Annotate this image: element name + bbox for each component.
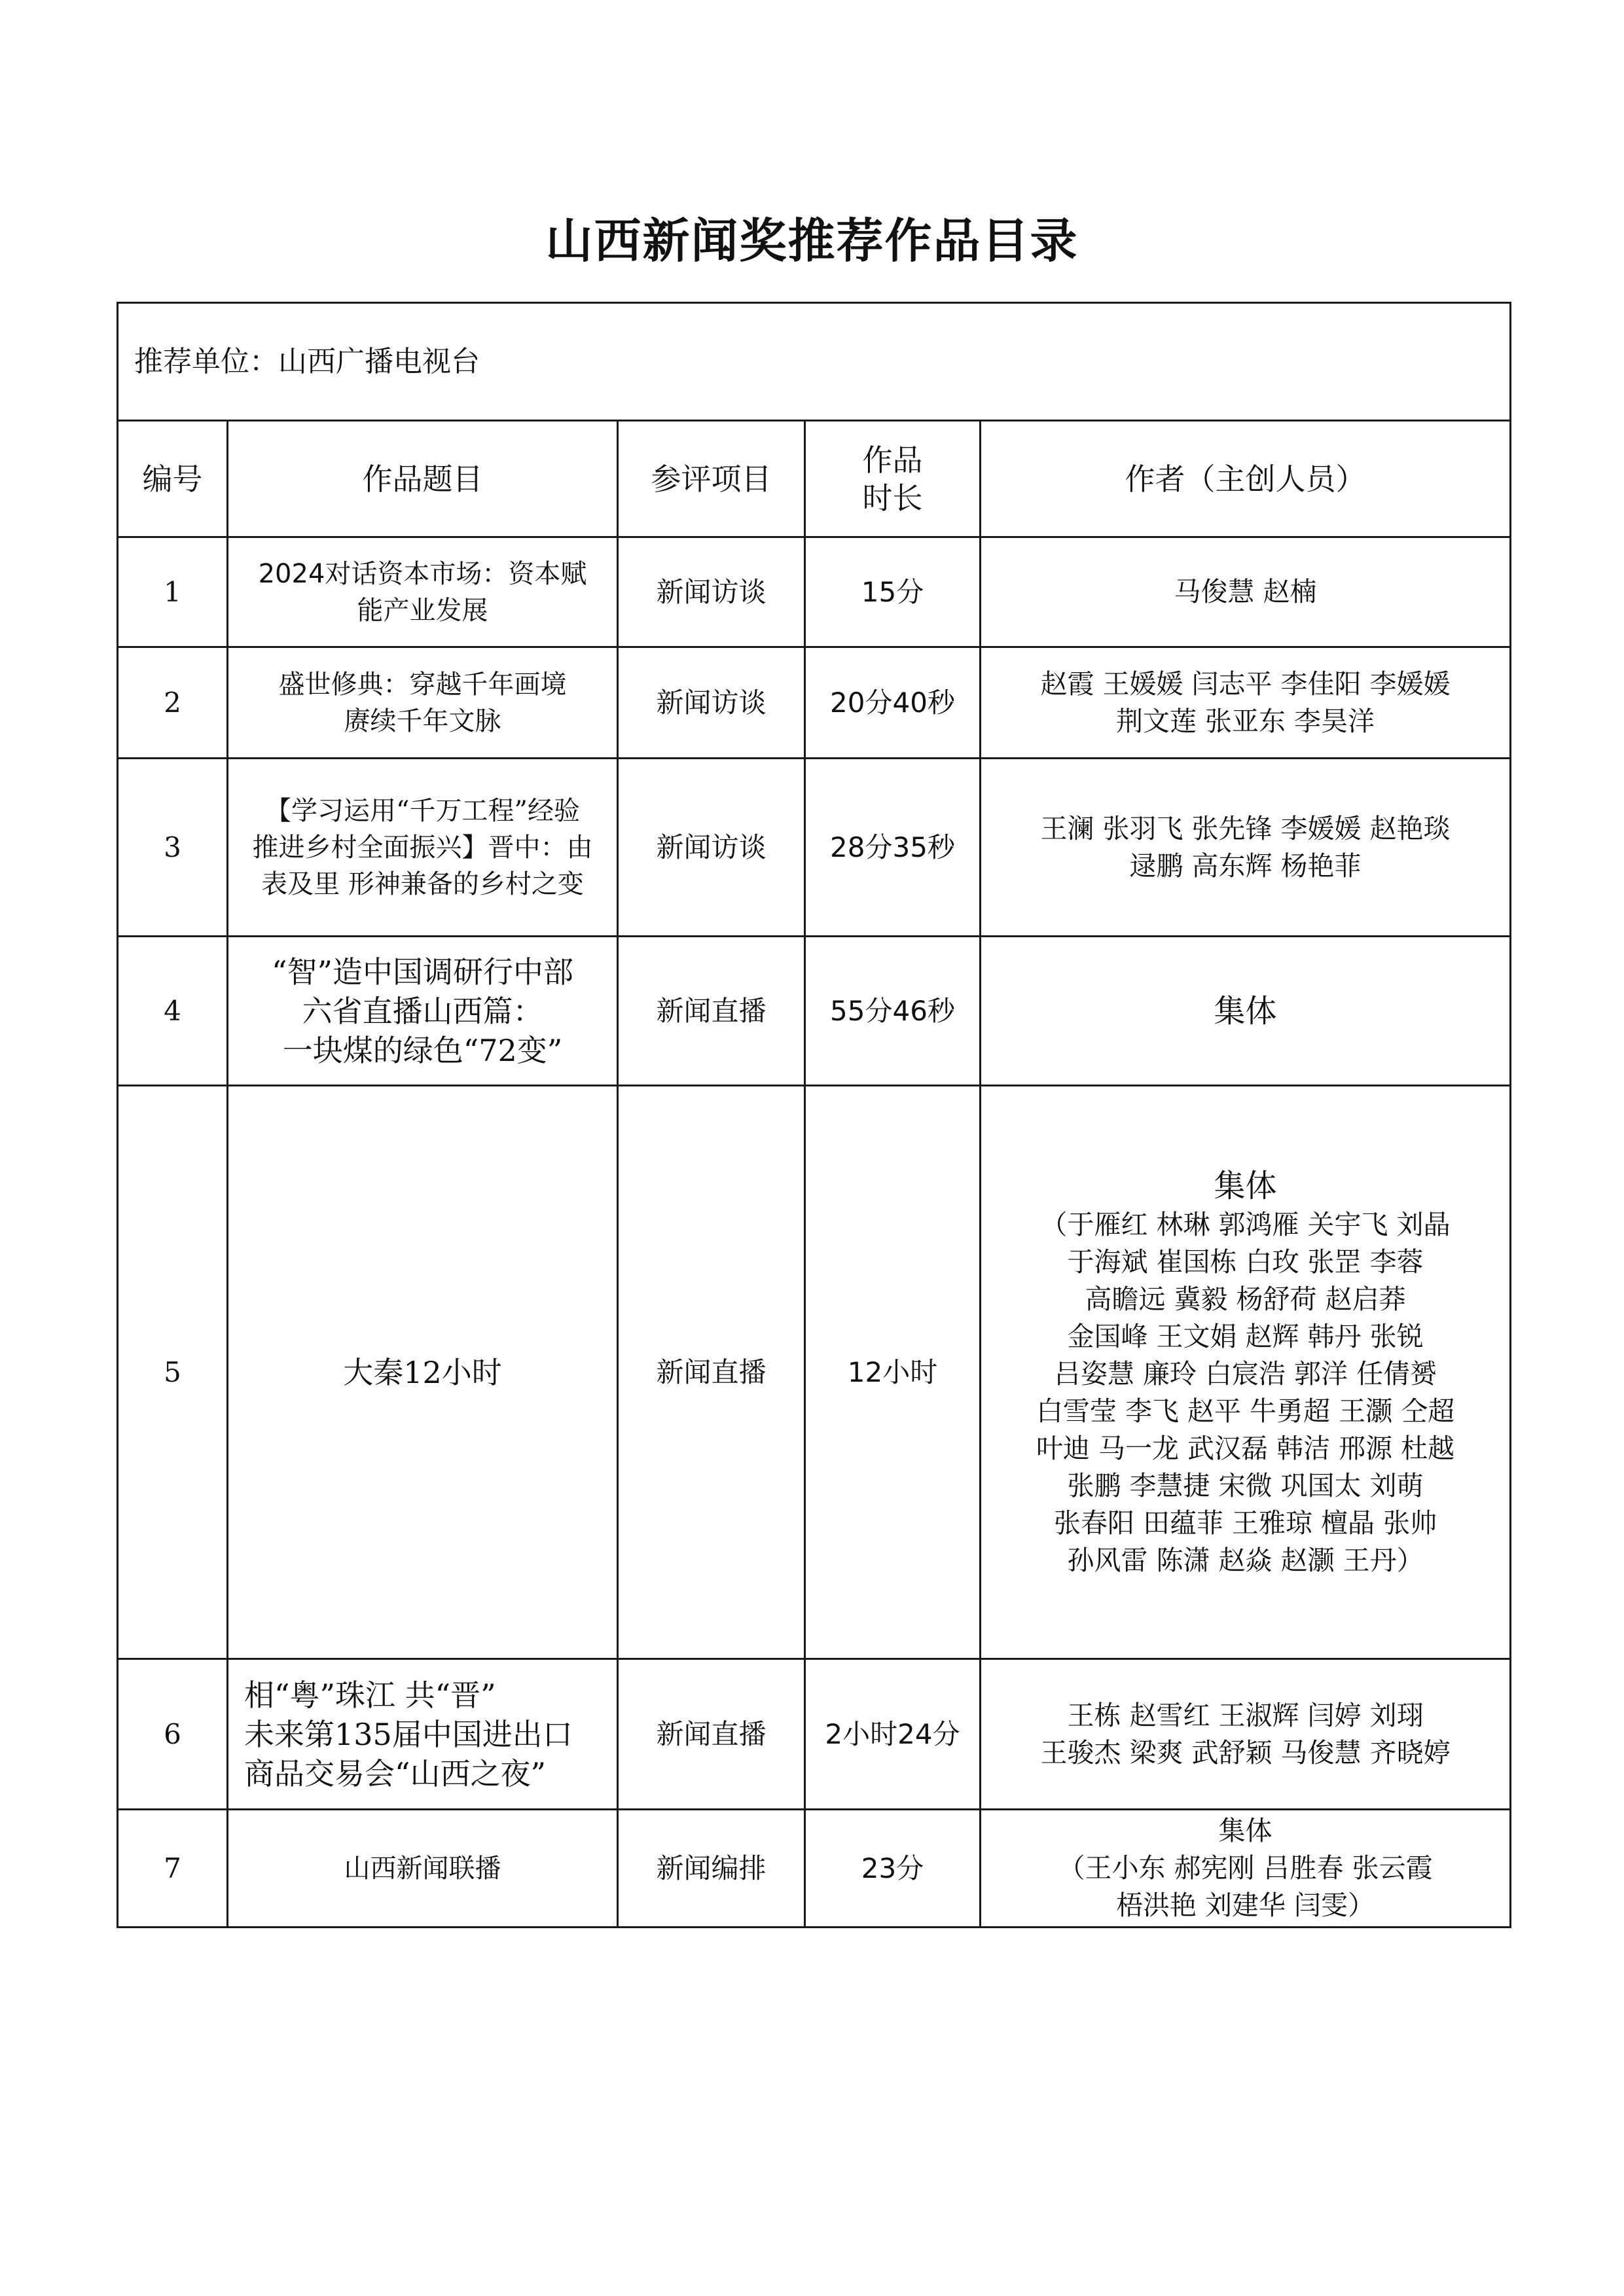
header-category: 参评项目 bbox=[618, 421, 805, 537]
row-duration: 23分 bbox=[805, 1810, 981, 1928]
title-line: 六省直播山西篇： bbox=[302, 993, 543, 1029]
row-category: 新闻访谈 bbox=[618, 647, 805, 759]
author-line: 王骏杰 梁爽 武舒颖 马俊慧 齐晓婷 bbox=[1040, 1736, 1451, 1768]
row-duration: 15分 bbox=[805, 537, 981, 647]
author-line: 梧洪艳 刘建华 闫雯） bbox=[1115, 1890, 1375, 1921]
author-line: 王栋 赵雪红 王淑辉 闫婷 刘珝 bbox=[1067, 1699, 1424, 1731]
collective-label: 集体 bbox=[1214, 1167, 1277, 1204]
row-authors bbox=[981, 759, 1511, 937]
row-no: 4 bbox=[118, 937, 228, 1086]
author-line: 张春阳 田蕴菲 王雅琼 檀晶 张帅 bbox=[1053, 1507, 1437, 1539]
author-line: 王澜 张羽飞 张先锋 李媛媛 赵艳琰 bbox=[1040, 812, 1451, 844]
table-row bbox=[118, 937, 1511, 1086]
page-title: 山西新闻奖推荐作品目录 bbox=[545, 213, 1079, 268]
row-duration: 55分46秒 bbox=[805, 937, 981, 1086]
author-line: 孙风雷 陈潇 赵焱 赵灏 王丹） bbox=[1067, 1544, 1424, 1576]
table-row bbox=[118, 1086, 1511, 1659]
row-authors bbox=[981, 1810, 1511, 1928]
header-authors: 作者（主创人员） bbox=[981, 421, 1511, 537]
title-line: 表及里 形神兼备的乡村之变 bbox=[261, 869, 584, 899]
row-title bbox=[228, 537, 618, 647]
row-authors bbox=[981, 1086, 1511, 1659]
row-authors bbox=[981, 937, 1511, 1086]
row-duration: 12小时 bbox=[805, 1086, 981, 1659]
title-line: 推进乡村全面振兴】晋中：由 bbox=[252, 832, 593, 863]
row-title bbox=[228, 1810, 618, 1928]
header-duration bbox=[805, 421, 981, 537]
title-line: 一块煤的绿色“72变” bbox=[282, 1032, 563, 1068]
row-no: 3 bbox=[118, 759, 228, 937]
row-title bbox=[228, 1086, 618, 1659]
title-line: 赓续千年文脉 bbox=[344, 706, 501, 736]
row-no: 1 bbox=[118, 537, 228, 647]
header-title: 作品题目 bbox=[228, 421, 618, 537]
row-title bbox=[228, 647, 618, 759]
row-authors bbox=[981, 537, 1511, 647]
title-line: 商品交易会“山西之夜” bbox=[244, 1755, 547, 1791]
author-line: 金国峰 王文娟 赵辉 韩丹 张锐 bbox=[1067, 1320, 1424, 1352]
header-row bbox=[118, 421, 1511, 537]
author-line: 叶迪 马一龙 武汉磊 韩洁 邢源 杜越 bbox=[1036, 1432, 1455, 1464]
row-title bbox=[228, 937, 618, 1086]
row-duration: 20分40秒 bbox=[805, 647, 981, 759]
author-line: 白雪莹 李飞 赵平 牛勇超 王灏 仝超 bbox=[1036, 1395, 1455, 1427]
author-line: 赵霞 王媛媛 闫志平 李佳阳 李媛媛 bbox=[1040, 668, 1451, 700]
row-authors bbox=[981, 1659, 1511, 1810]
table-row bbox=[118, 1810, 1511, 1928]
row-category: 新闻编排 bbox=[618, 1810, 805, 1928]
title-line: 未来第135届中国进出口 bbox=[244, 1716, 573, 1752]
row-category: 新闻访谈 bbox=[618, 759, 805, 937]
row-duration: 28分35秒 bbox=[805, 759, 981, 937]
row-authors bbox=[981, 647, 1511, 759]
author-line: 荆文莲 张亚东 李昊洋 bbox=[1115, 705, 1375, 737]
header-duration-line1: 作品 bbox=[862, 442, 923, 478]
collective-label: 集体 bbox=[1218, 1815, 1272, 1846]
title-line: 相“粤”珠江 共“晋” bbox=[244, 1677, 496, 1713]
title-line: 盛世修典：穿越千年画境 bbox=[278, 669, 567, 700]
row-title bbox=[228, 1659, 618, 1810]
author-line: 马俊慧 赵楠 bbox=[1174, 576, 1317, 607]
author-line: （于雁红 林琳 郭鸿雁 关宇飞 刘晶 bbox=[1040, 1208, 1451, 1240]
table-row bbox=[118, 1659, 1511, 1810]
row-no: 7 bbox=[118, 1810, 228, 1928]
title-line: 2024对话资本市场：资本赋 bbox=[258, 558, 587, 589]
author-line: 张鹏 李慧捷 宋微 巩国太 刘萌 bbox=[1067, 1469, 1424, 1501]
row-no: 2 bbox=[118, 647, 228, 759]
row-category: 新闻直播 bbox=[618, 937, 805, 1086]
author-line: 于海斌 崔国栋 白玫 张罡 李蓉 bbox=[1067, 1246, 1424, 1278]
table-row bbox=[118, 647, 1511, 759]
row-duration: 2小时24分 bbox=[805, 1659, 981, 1810]
table-row bbox=[118, 537, 1511, 647]
recommending-unit: 推荐单位：山西广播电视台 bbox=[118, 303, 1511, 421]
row-no: 6 bbox=[118, 1659, 228, 1810]
collective-label: 集体 bbox=[1214, 992, 1277, 1030]
title-line: 山西新闻联播 bbox=[344, 1853, 501, 1884]
row-category: 新闻直播 bbox=[618, 1659, 805, 1810]
title-line: “智”造中国调研行中部 bbox=[271, 954, 574, 990]
author-line: （王小东 郝宪刚 吕胜春 张云霞 bbox=[1058, 1852, 1433, 1884]
title-line: 大秦12小时 bbox=[343, 1354, 502, 1390]
author-line: 高瞻远 冀毅 杨舒荷 赵启莽 bbox=[1085, 1283, 1406, 1315]
row-category: 新闻直播 bbox=[618, 1086, 805, 1659]
author-line: 吕姿慧 廉玲 白宸浩 郭洋 任倩赟 bbox=[1053, 1357, 1437, 1390]
title-line: 【学习运用“千万工程”经验 bbox=[265, 795, 580, 826]
title-line: 能产业发展 bbox=[357, 595, 488, 626]
row-title bbox=[228, 759, 618, 937]
header-duration-line2: 时长 bbox=[862, 480, 923, 516]
header-no: 编号 bbox=[118, 421, 228, 537]
table-row bbox=[118, 759, 1511, 937]
author-line: 逯鹏 高东辉 杨艳菲 bbox=[1129, 850, 1362, 882]
row-category: 新闻访谈 bbox=[618, 537, 805, 647]
unit-row bbox=[118, 303, 1511, 421]
row-no: 5 bbox=[118, 1086, 228, 1659]
catalog-table bbox=[117, 302, 1511, 1928]
